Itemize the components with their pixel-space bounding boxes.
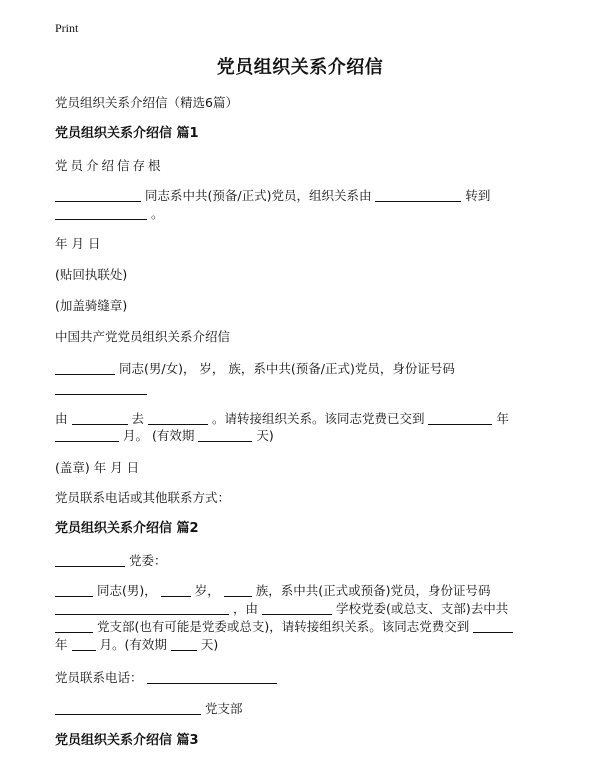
blank-field[interactable] xyxy=(55,584,93,597)
blank-field[interactable] xyxy=(148,412,208,425)
s2-line-2 xyxy=(55,601,508,617)
stub-line-1-text: 同志系中共(预备/正式)党员，组织关系由 xyxy=(144,188,372,203)
blank-field[interactable] xyxy=(55,620,93,633)
blank-field[interactable] xyxy=(473,620,513,633)
blank-field[interactable] xyxy=(428,412,492,425)
letter-line-1-text: 同志(男/女)， 岁， 族，系中共(预备/正式)党员，身份证号码 xyxy=(118,361,455,376)
section-heading-2: 党员组织关系介绍信 篇2 xyxy=(55,521,199,536)
blank-field[interactable] xyxy=(375,189,461,202)
letter-line-3-b: 去 xyxy=(131,411,144,426)
letter-title: 中国共产党党员组织关系介绍信 xyxy=(55,329,231,344)
blank-field[interactable] xyxy=(55,554,125,567)
letter-line-3 xyxy=(55,411,509,427)
stub-line-2 xyxy=(55,206,164,222)
page-title: 党员组织关系介绍信 xyxy=(216,57,384,78)
stub-line-2-tail: 。 xyxy=(150,206,164,221)
contact-line: 党员联系电话或其他联系方式： xyxy=(55,490,231,505)
phone-label: 党员联系电话： xyxy=(55,670,143,685)
blank-field[interactable] xyxy=(198,429,252,442)
stamp-date: (盖章) 年 月 日 xyxy=(55,460,140,475)
phone-line xyxy=(55,670,277,686)
s2-line-4-c: 天) xyxy=(200,637,219,652)
blank-field[interactable] xyxy=(55,189,141,202)
s2-line-1-b: 岁， xyxy=(194,583,220,598)
document-subtitle: 党员组织关系介绍信（精选6篇） xyxy=(55,95,238,110)
letter-line-4 xyxy=(55,428,274,444)
s2-line-2-b: 学校党委(或总支、支部)去中共 xyxy=(335,601,509,616)
letter-line-3-d: 年 xyxy=(496,411,509,426)
letter-line-3-c: 。请转接组织关系。该同志党费已交到 xyxy=(211,411,425,426)
s2-line-3 xyxy=(55,619,513,635)
s2-line-3-a: 党支部(也有可能是党委或总支)，请转接组织关系。该同志党费交到 xyxy=(96,619,470,634)
seal-note-2: (加盖骑缝章) xyxy=(55,298,128,313)
blank-field[interactable] xyxy=(55,602,229,615)
s2-line-4-a: 年 xyxy=(55,637,68,652)
blank-field[interactable] xyxy=(55,362,115,375)
seal-note-1: (贴回执联处) xyxy=(55,267,128,282)
blank-field[interactable] xyxy=(147,671,277,684)
s2-line-1-a: 同志(男)， xyxy=(96,583,157,598)
blank-field[interactable] xyxy=(55,702,201,715)
blank-field[interactable] xyxy=(72,412,128,425)
letter-line-4-b: 天) xyxy=(256,428,274,443)
s2-line-1-c: 族，系中共(正式或预备)党员，身份证号码 xyxy=(255,583,491,598)
blank-field[interactable] xyxy=(224,584,252,597)
stub-title: 党员介绍信存根 xyxy=(55,158,164,173)
stub-line-1-tail: 转到 xyxy=(465,188,491,203)
section-heading-3: 党员组织关系介绍信 篇3 xyxy=(55,733,199,748)
branch-label: 党支部 xyxy=(204,701,243,716)
branch-line xyxy=(55,701,243,717)
blank-field[interactable] xyxy=(171,638,197,651)
blank-field[interactable] xyxy=(55,429,119,442)
date-line: 年 月 日 xyxy=(55,236,101,251)
s2-line-4 xyxy=(55,637,218,653)
s2-line-1 xyxy=(55,583,490,599)
blank-field[interactable] xyxy=(55,382,147,395)
blank-field[interactable] xyxy=(262,602,332,615)
committee-line xyxy=(55,553,167,569)
stub-line-1 xyxy=(55,188,490,204)
section-heading-1: 党员组织关系介绍信 篇1 xyxy=(55,126,199,141)
letter-line-2 xyxy=(55,381,147,397)
blank-field[interactable] xyxy=(72,638,96,651)
s2-line-4-b: 月。(有效期 xyxy=(99,637,167,652)
letter-line-4-a: 月。 (有效期 xyxy=(122,428,195,443)
s2-line-2-a: ，由 xyxy=(232,601,258,616)
print-link[interactable]: Print xyxy=(55,21,79,35)
blank-field[interactable] xyxy=(55,207,147,220)
blank-field[interactable] xyxy=(161,584,191,597)
letter-line-3-a: 由 xyxy=(55,411,68,426)
letter-line-1 xyxy=(55,361,455,377)
committee-label: 党委： xyxy=(128,553,167,568)
